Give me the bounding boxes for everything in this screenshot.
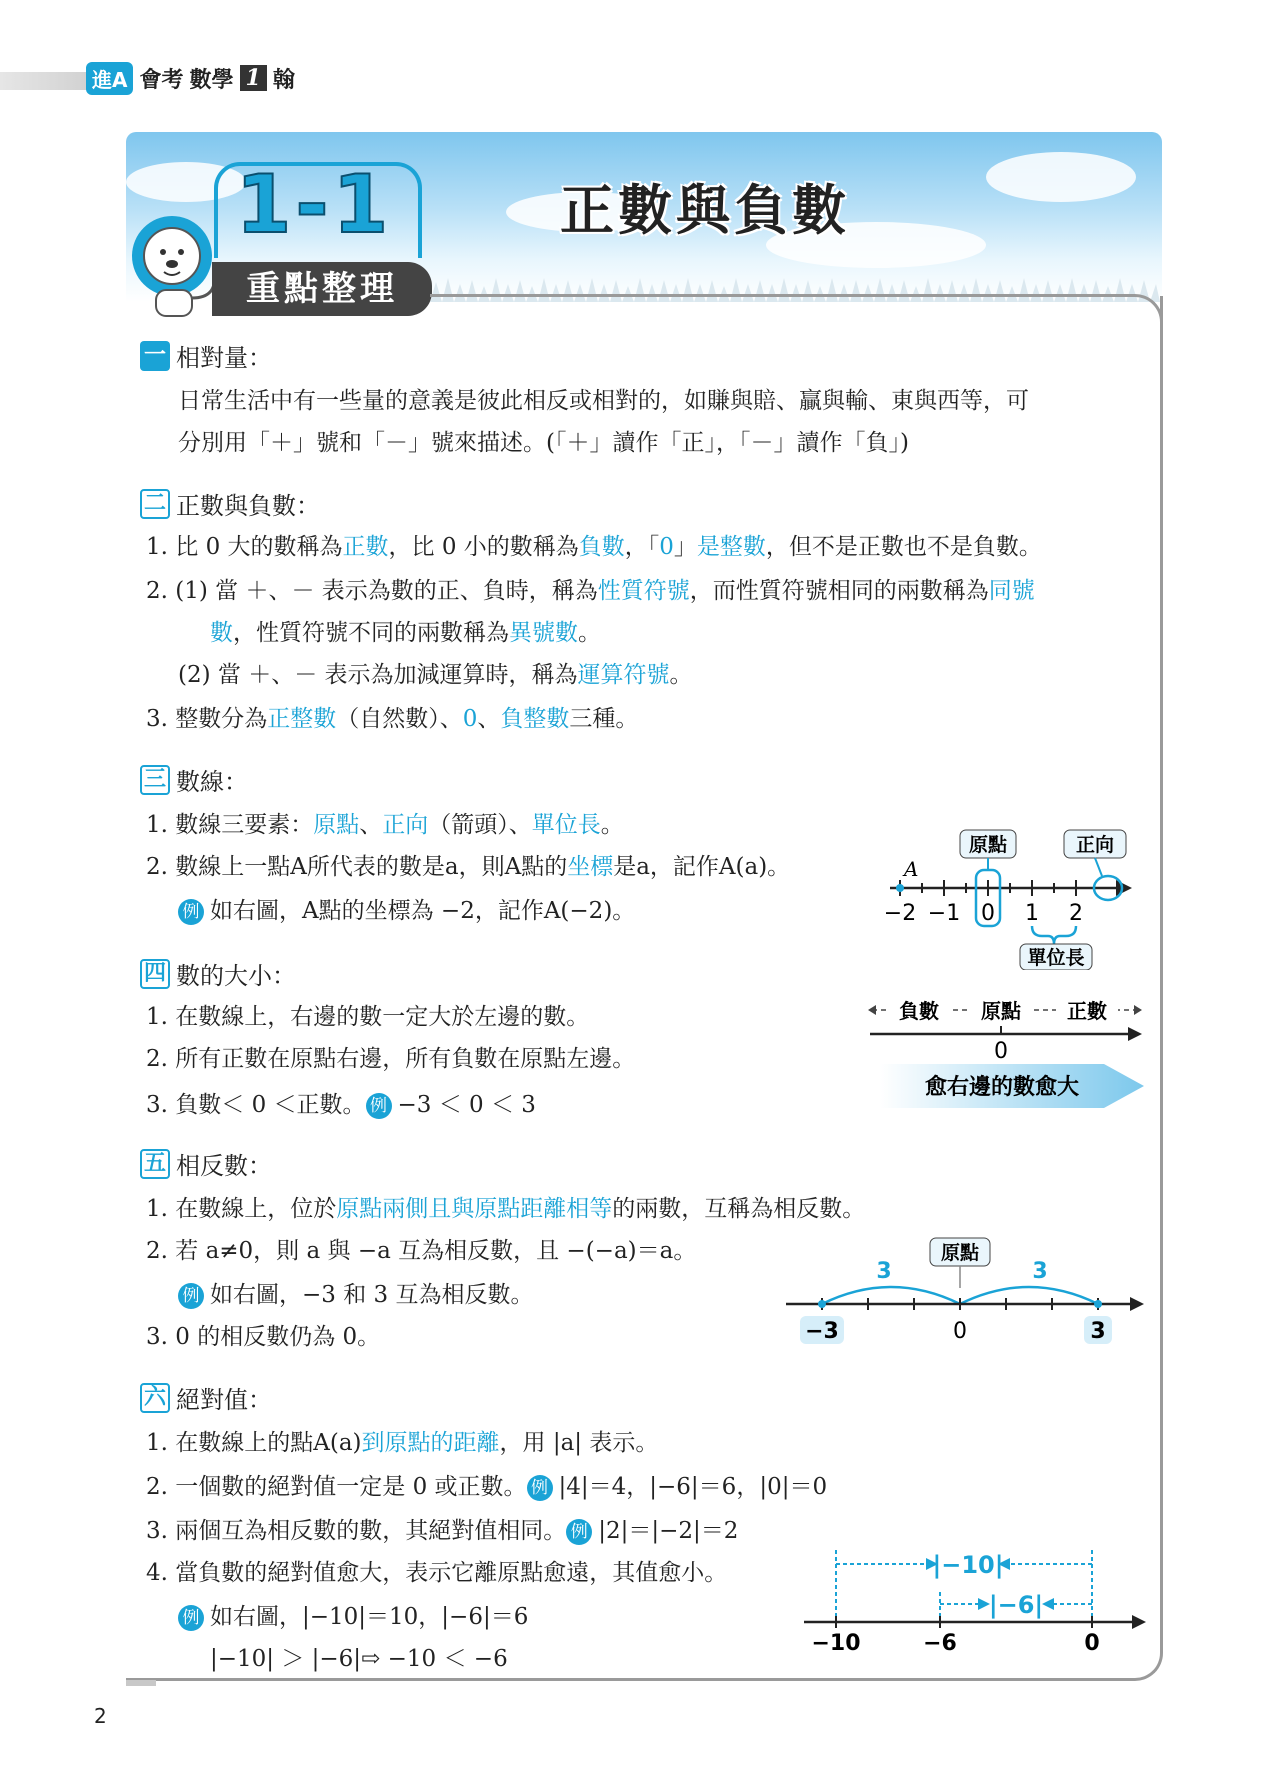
section-number-badge: 六 [140,1383,170,1413]
example-line: 例 如右圖，|−10|＝10，|−6|＝6 [178,1602,528,1632]
brand-text: 會考 [139,66,184,93]
list-item: 4. 當負數的絕對值愈大，表示它離原點愈遠，其值愈小。 [146,1560,728,1586]
list-item-continuation: 數，性質符號不同的兩數稱為異號數。 [210,620,601,646]
list-item: 2. 數線上一點A所代表的數是a，則A點的坐標是a，記作A(a)。 [146,854,791,880]
list-item: 2. 一個數的絕對值一定是 0 或正數。 例 |4|＝4，|−6|＝6，|0|＝0 [146,1474,828,1500]
tick-label: −6 [923,1631,957,1656]
left-distance: 3 [876,1259,892,1284]
paragraph-line: 分別用「＋」號和「－」號來描述。(「＋」讀作「正」，「－」讀作「負」) [178,430,909,456]
list-item: 3. 兩個互為相反數的數，其絕對值相同。 例 |2|＝|−2|＝2 [146,1518,739,1544]
abs-6-label: |−6| [988,1591,1044,1619]
axis-arrow [1116,880,1132,896]
publisher-label: 翰 [272,66,295,93]
section-2-heading [140,486,320,521]
section-number-badge: 一 [140,341,170,371]
list-item: 2. (1) 當 ＋、－ 表示為數的正、負時，稱為性質符號，而性質符號相同的兩數稱為同號 [146,578,1035,604]
page-number: 2 [94,1704,107,1728]
example-badge: 例 [178,1605,204,1631]
section-title: 相對量： [176,344,272,372]
content-frame-top [430,294,1130,297]
list-item: 2. 所有正數在原點右邊，所有負數在原點左邊。 [146,1046,636,1072]
origin-tag: 原點 [940,1242,980,1264]
list-item: 3. 整數分為正整數（自然數）、0、負整數三種。 [146,706,639,732]
number-line-figure-2 [866,990,1146,1114]
example-badge: 例 [178,1283,204,1309]
section-3-heading [140,762,248,797]
example-badge: 例 [366,1093,392,1119]
list-item: 1. 比 0 大的數稱為正數，比 0 小的數稱為負數，「0」是整數，但不是正數也不是負數。 [146,534,1042,560]
book-brand [86,60,295,96]
abs-10-label: |−10| [932,1551,1004,1579]
brand-logo: 進A [86,62,133,95]
left-distance-arc [822,1287,960,1304]
section-4-heading [140,956,296,991]
section-title: 相反數： [176,1152,272,1180]
section-number-badge: 五 [140,1149,170,1179]
tick-label: 3 [1090,1319,1106,1344]
page-title: 正數與負數 [560,179,850,242]
key-points-tab: 重點整理 [212,262,432,316]
number-line-figure-4 [800,1546,1150,1656]
number-line-figure-1 [870,828,1150,970]
example-badge: 例 [527,1475,553,1501]
tick-label: 0 [953,1319,967,1344]
tick-label: −3 [805,1319,839,1344]
list-item: 3. 0 的相反數仍為 0。 [146,1324,381,1350]
origin-tag: 原點 [968,834,1008,856]
paragraph-line: 日常生活中有一些量的意義是彼此相反或相對的，如賺與賠、贏與輸、東與西等，可 [178,388,1029,414]
example-line: 例 如右圖，A點的坐標為 −2，記作A(−2)。 [178,896,635,926]
direction-tag: 正向 [1075,834,1115,856]
positive-label: 正數 [1067,999,1107,1023]
section-5-heading [140,1146,272,1181]
example-badge: 例 [178,899,204,925]
list-item: 1. 在數線上，右邊的數一定大於左邊的數。 [146,1004,590,1030]
list-item: 1. 數線三要素：原點、正向（箭頭）、單位長。 [146,812,624,838]
tick-label: −2 [883,901,917,926]
section-6-heading [140,1380,272,1415]
volume-label: 1 [240,65,267,91]
point-a-label: A [904,857,919,881]
tick-label: 0 [981,901,995,926]
section-number-badge: 四 [140,959,170,989]
list-item: 3. 負數＜ 0 ＜正數。 例 −3 ＜ 0 ＜ 3 [146,1092,536,1118]
section-1-heading [140,338,272,373]
example-line: 例 如右圖，−3 和 3 互為相反數。 [178,1280,533,1310]
unit-tag: 單位長 [1027,947,1085,969]
point-a-marker [896,884,904,892]
section-title: 正數與負數： [176,492,320,520]
example-continuation: |−10| ＞ |−6|⇨ −10 ＜ −6 [210,1646,508,1672]
frame-bottom-marker [126,1680,156,1686]
list-item: 1. 在數線上的點A(a)到原點的距離，用 |a| 表示。 [146,1430,659,1456]
example-badge: 例 [566,1519,592,1545]
origin-label: 原點 [981,999,1021,1023]
zero-label: 0 [994,1039,1008,1064]
tick-label: −10 [811,1631,861,1656]
list-item: 2. 若 a≠0，則 a 與 −a 互為相反數，且 −(−a)＝a。 [146,1238,697,1264]
section-title: 數線： [176,768,248,796]
list-item: (2) 當 ＋、－ 表示為加減運算時，稱為運算符號。 [178,662,693,688]
subject-label: 數學 [189,66,234,93]
right-distance-arc [960,1287,1098,1304]
section-title: 數的大小： [176,962,296,990]
header-decoration [0,72,100,90]
section-number: 1-1 [235,158,393,251]
section-number-badge: 二 [140,489,170,519]
tick-label: −1 [927,901,961,926]
unit-brace [1032,926,1076,944]
tick-label: 0 [1084,1631,1100,1656]
section-number-badge: 三 [140,765,170,795]
tick-label: 1 [1025,901,1039,926]
number-line-figure-3 [784,1236,1148,1346]
tick-label: 2 [1069,901,1083,926]
order-caption: 愈右邊的數愈大 [924,1075,1080,1100]
section-title: 絕對值： [176,1386,272,1414]
list-item: 1. 在數線上，位於原點兩側且與原點距離相等的兩數，互稱為相反數。 [146,1196,866,1222]
negative-label: 負數 [899,999,939,1023]
right-distance: 3 [1032,1259,1048,1284]
